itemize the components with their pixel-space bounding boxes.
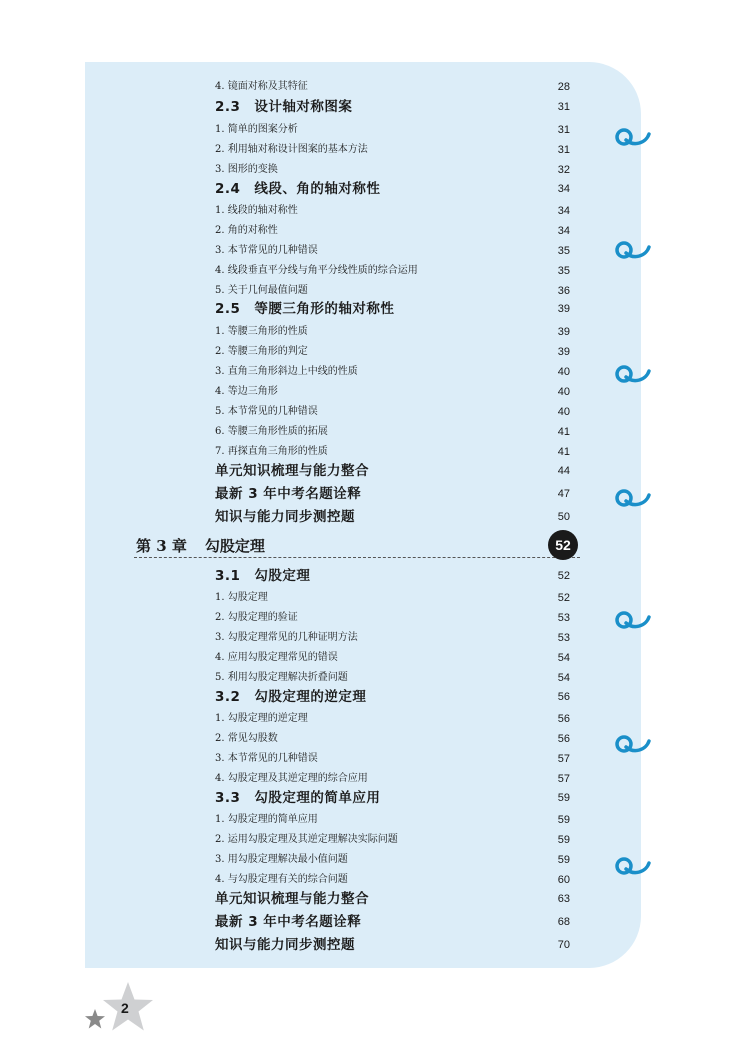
toc-page-number: 34 <box>557 205 570 217</box>
toc-page-number: 31 <box>557 101 570 113</box>
binder-ring-icon <box>612 238 652 262</box>
toc-page-number: 34 <box>557 225 570 237</box>
toc-item[interactable] <box>0 422 747 442</box>
toc-item[interactable] <box>0 709 747 729</box>
toc-page-number: 59 <box>557 814 570 826</box>
toc-page-number: 39 <box>557 346 570 358</box>
toc-item[interactable] <box>0 201 747 221</box>
chapter-title: 勾股定理 <box>204 537 265 555</box>
toc-page-number: 50 <box>557 511 570 523</box>
toc-entry-title: 2. 角的对称性 <box>215 225 278 236</box>
toc-page-number: 63 <box>557 893 570 905</box>
toc-entry-title: 3.1 勾股定理 <box>215 568 311 584</box>
toc-entry-title: 5. 本节常见的几种错误 <box>215 406 318 417</box>
toc-section[interactable] <box>0 787 747 807</box>
toc-item[interactable] <box>0 830 747 850</box>
toc-entry-title: 4. 应用勾股定理常见的错误 <box>215 652 338 663</box>
toc-page-number: 36 <box>557 285 570 297</box>
toc-page-number: 54 <box>557 652 570 664</box>
toc-page-number: 56 <box>557 713 570 725</box>
toc-page-number: 57 <box>557 773 570 785</box>
toc-page-number: 56 <box>557 733 570 745</box>
toc-summary[interactable] <box>0 934 747 954</box>
chapter-number: 第 3 章 <box>136 537 187 555</box>
toc-item[interactable] <box>0 769 747 789</box>
toc-page-number: 40 <box>557 406 570 418</box>
toc-page-number: 40 <box>557 386 570 398</box>
toc-entry-title: 2. 勾股定理的验证 <box>215 612 298 623</box>
toc-entry-title: 3. 本节常见的几种错误 <box>215 753 318 764</box>
chapter-divider <box>134 557 580 558</box>
toc-entry-title: 1. 勾股定理 <box>215 592 268 603</box>
toc-page-number: 39 <box>557 303 570 315</box>
toc-page-number: 53 <box>557 632 570 644</box>
toc-page-number: 47 <box>557 488 570 500</box>
toc-page-number: 32 <box>557 164 570 176</box>
toc-entry-title: 3. 本节常见的几种错误 <box>215 245 318 256</box>
binder-ring-icon <box>612 125 652 149</box>
toc-entry-title: 2.3 设计轴对称图案 <box>215 99 353 115</box>
toc-page-number: 39 <box>557 326 570 338</box>
toc-item[interactable] <box>0 322 747 342</box>
binder-ring-icon <box>612 486 652 510</box>
toc-page-number: 59 <box>557 792 570 804</box>
toc-item[interactable] <box>0 342 747 362</box>
toc-entry-title: 2. 等腰三角形的判定 <box>215 346 308 357</box>
toc-page-number: 52 <box>557 592 570 604</box>
toc-section[interactable] <box>0 686 747 706</box>
toc-section[interactable] <box>0 96 747 116</box>
toc-entry-title: 知识与能力同步测控题 <box>215 509 355 525</box>
toc-entry-title: 6. 等腰三角形性质的拓展 <box>215 426 328 437</box>
toc-item[interactable] <box>0 668 747 688</box>
toc-entry-title: 4. 镜面对称及其特征 <box>215 81 308 92</box>
toc-item[interactable] <box>0 160 747 180</box>
toc-entry-title: 2.5 等腰三角形的轴对称性 <box>215 301 395 317</box>
toc-page-number: 31 <box>557 124 570 136</box>
binder-ring-icon <box>612 608 652 632</box>
toc-page-number: 35 <box>557 265 570 277</box>
toc-section[interactable] <box>0 298 747 318</box>
toc-entry-title: 4. 勾股定理及其逆定理的综合应用 <box>215 773 368 784</box>
toc-page-number: 57 <box>557 753 570 765</box>
toc-section[interactable] <box>0 178 747 198</box>
toc-entry-title: 4. 线段垂直平分线与角平分线性质的综合运用 <box>215 265 418 276</box>
toc-entry-title: 1. 勾股定理的简单应用 <box>215 814 318 825</box>
toc-entry-title: 单元知识梳理与能力整合 <box>215 463 369 479</box>
toc-summary[interactable] <box>0 460 747 480</box>
toc-page-number: 31 <box>557 144 570 156</box>
toc-page-number: 41 <box>557 446 570 458</box>
toc-entry-title: 单元知识梳理与能力整合 <box>215 891 369 907</box>
toc-entry-title: 2. 运用勾股定理及其逆定理解决实际问题 <box>215 834 398 845</box>
toc-entry-title: 2. 常见勾股数 <box>215 733 278 744</box>
toc-page-number: 41 <box>557 426 570 438</box>
toc-page-number: 59 <box>557 854 570 866</box>
toc-entry-title: 3. 图形的变换 <box>215 164 278 175</box>
chapter-heading <box>136 535 265 556</box>
toc-entry-title: 1. 线段的轴对称性 <box>215 205 298 216</box>
toc-page-number: 68 <box>557 916 570 928</box>
toc-page-number: 44 <box>557 465 570 477</box>
toc-page-number: 59 <box>557 834 570 846</box>
toc-page-number: 53 <box>557 612 570 624</box>
toc-page-number: 52 <box>557 570 570 582</box>
toc-page-number: 28 <box>557 81 570 93</box>
toc-entry-title: 3. 用勾股定理解决最小值问题 <box>215 854 348 865</box>
page-number: 2 <box>121 1000 129 1016</box>
toc-entry-title: 2.4 线段、角的轴对称性 <box>215 181 381 197</box>
toc-item[interactable] <box>0 261 747 281</box>
toc-entry-title: 4. 等边三角形 <box>215 386 278 397</box>
toc-page-number: 56 <box>557 691 570 703</box>
toc-entry-title: 最新 3 年中考名题诠释 <box>215 486 362 502</box>
toc-page-number: 60 <box>557 874 570 886</box>
toc-summary[interactable] <box>0 888 747 908</box>
toc-summary[interactable] <box>0 911 747 931</box>
toc-entry-title: 1. 等腰三角形的性质 <box>215 326 308 337</box>
binder-ring-icon <box>612 732 652 756</box>
binder-ring-icon <box>612 362 652 386</box>
toc-entry-title: 3.3 勾股定理的简单应用 <box>215 790 381 806</box>
toc-item[interactable] <box>0 648 747 668</box>
toc-page-number: 40 <box>557 366 570 378</box>
toc-entry-title: 5. 利用勾股定理解决折叠问题 <box>215 672 348 683</box>
toc-entry-title: 知识与能力同步测控题 <box>215 937 355 953</box>
toc-section[interactable] <box>0 565 747 585</box>
toc-entry-title: 5. 关于几何最值问题 <box>215 285 308 296</box>
toc-item[interactable] <box>0 402 747 422</box>
toc-entry-title: 3.2 勾股定理的逆定理 <box>215 689 367 705</box>
binder-ring-icon <box>612 854 652 878</box>
toc-entry-title: 4. 与勾股定理有关的综合问题 <box>215 874 348 885</box>
toc-item[interactable] <box>0 810 747 830</box>
chapter-page-badge: 52 <box>548 530 578 560</box>
toc-entry-title: 7. 再探直角三角形的性质 <box>215 446 328 457</box>
toc-item[interactable] <box>0 77 747 97</box>
toc-entry-title: 2. 利用轴对称设计图案的基本方法 <box>215 144 368 155</box>
toc-page-number: 34 <box>557 183 570 195</box>
toc-entry-title: 最新 3 年中考名题诠释 <box>215 914 362 930</box>
toc-page-number: 70 <box>557 939 570 951</box>
toc-entry-title: 3. 直角三角形斜边上中线的性质 <box>215 366 358 377</box>
toc-entry-title: 1. 勾股定理的逆定理 <box>215 713 308 724</box>
toc-page-number: 35 <box>557 245 570 257</box>
toc-item[interactable] <box>0 442 747 462</box>
toc-item[interactable] <box>0 588 747 608</box>
toc-entry-title: 3. 勾股定理常见的几种证明方法 <box>215 632 358 643</box>
toc-entry-title: 1. 简单的图案分析 <box>215 124 298 135</box>
toc-page-number: 54 <box>557 672 570 684</box>
